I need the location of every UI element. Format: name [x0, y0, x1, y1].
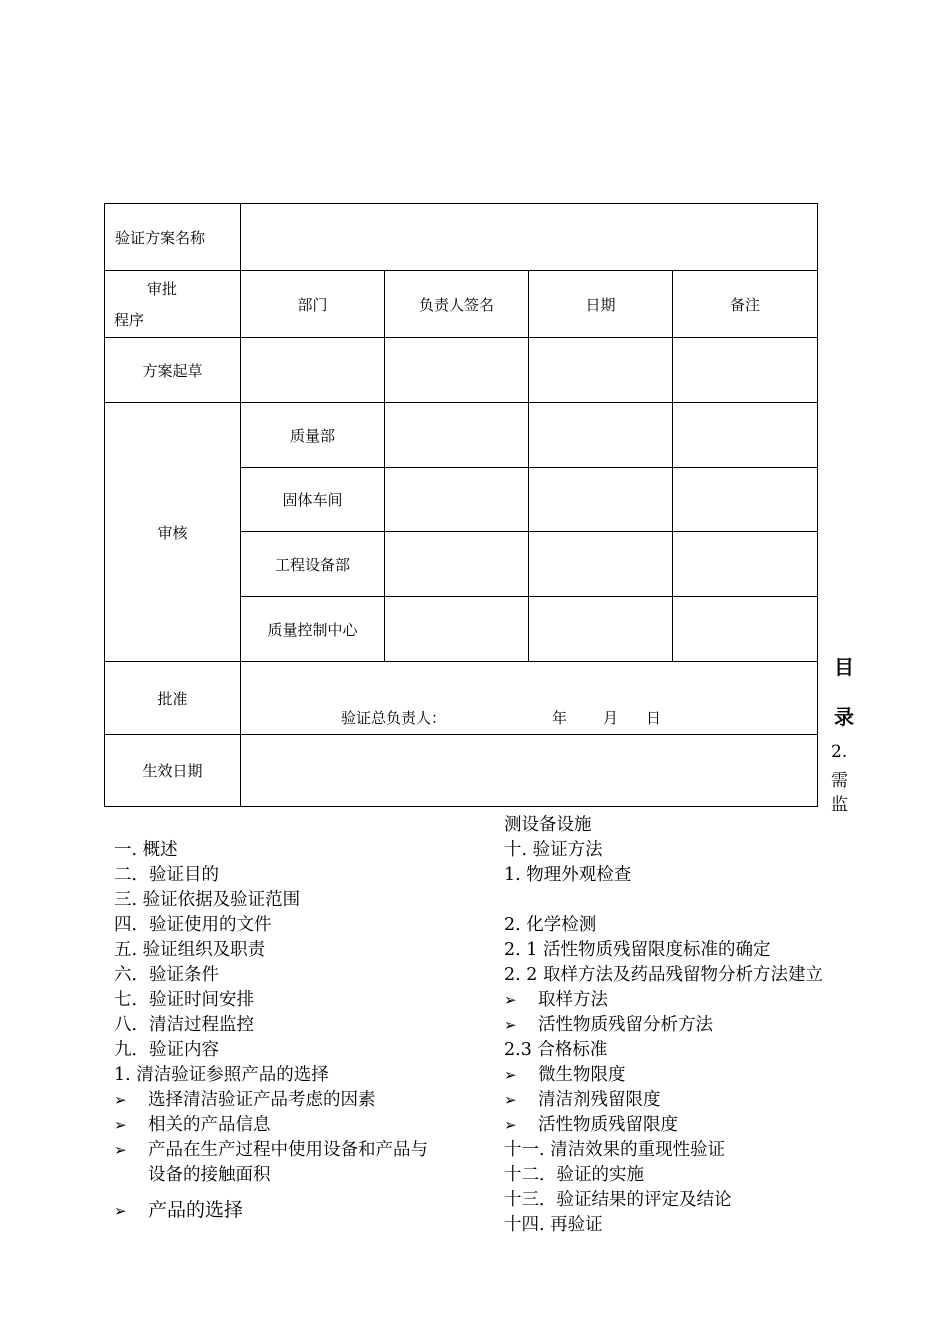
toc-item[interactable]: 八．清洁过程监控	[114, 1015, 254, 1035]
toc-item-label: 活性物质残留限度	[538, 1115, 678, 1135]
approval-label-line2: 程序	[114, 311, 145, 329]
review-label: 审核	[105, 403, 241, 662]
toc-item-label: 选择清洁验证产品考虑的因素	[148, 1090, 376, 1110]
toc-item[interactable]	[114, 1088, 428, 1113]
bullet-arrow-icon: ➢	[114, 1116, 127, 1134]
toc-right-column	[504, 813, 823, 1238]
bullet-arrow-icon: ➢	[504, 1016, 517, 1034]
toc-item-label: 产品在生产过程中使用设备和产品与	[148, 1140, 428, 1160]
plan-name-label: 验证方案名称	[105, 204, 241, 271]
header-date: 日期	[529, 271, 673, 338]
review-date[interactable]	[529, 468, 673, 532]
review-remarks[interactable]	[673, 403, 818, 468]
toc-item[interactable]	[114, 1138, 428, 1163]
bullet-arrow-icon: ➢	[504, 1116, 517, 1134]
draft-remarks[interactable]	[673, 338, 818, 403]
toc-item[interactable]: 十三．验证结果的评定及结论	[504, 1190, 732, 1210]
toc-item[interactable]	[504, 988, 823, 1013]
approve-year-label: 年	[552, 709, 568, 727]
bullet-arrow-icon: ➢	[114, 1091, 127, 1109]
draft-label: 方案起草	[105, 338, 241, 403]
draft-signature[interactable]	[385, 338, 529, 403]
approval-table	[104, 203, 818, 807]
toc-item[interactable]: 六．验证条件	[114, 965, 219, 985]
review-signature[interactable]	[385, 597, 529, 662]
toc-item[interactable]: 十. 验证方法	[504, 840, 603, 860]
toc-item-label: 产品的选择	[148, 1199, 244, 1221]
bullet-arrow-icon: ➢	[504, 1066, 517, 1084]
review-signature[interactable]	[385, 468, 529, 532]
toc-item[interactable]: 一. 概述	[114, 840, 178, 860]
toc-item[interactable]: 四．验证使用的文件	[114, 915, 272, 935]
approve-signer-label: 验证总负责人：	[341, 709, 447, 727]
header-signature: 负责人签名	[385, 271, 529, 338]
toc-item-label: 清洁剂残留限度	[538, 1090, 661, 1110]
toc-item-label: 活性物质残留分析方法	[538, 1015, 713, 1035]
bullet-arrow-icon: ➢	[504, 991, 517, 1009]
review-remarks[interactable]	[673, 468, 818, 532]
toc-item[interactable]: 九．验证内容	[114, 1040, 219, 1060]
effective-date-label: 生效日期	[105, 735, 241, 807]
toc-item[interactable]: 三. 验证依据及验证范围	[114, 890, 301, 910]
toc-item[interactable]: 2. 化学检测	[504, 915, 597, 935]
toc-item[interactable]	[504, 1088, 823, 1113]
toc-item[interactable]: 2. 1 活性物质残留限度标准的确定	[504, 940, 771, 960]
review-dept-qc-center: 质量控制中心	[241, 597, 385, 662]
toc-item-label: 相关的产品信息	[148, 1115, 271, 1135]
review-date[interactable]	[529, 597, 673, 662]
review-signature[interactable]	[385, 532, 529, 597]
toc-item-continuation[interactable]	[114, 1163, 428, 1188]
header-department: 部门	[241, 271, 385, 338]
approve-day-label: 日	[646, 709, 662, 727]
review-remarks[interactable]	[673, 532, 818, 597]
review-dept-quality: 质量部	[241, 403, 385, 468]
bullet-arrow-icon: ➢	[114, 1141, 127, 1159]
toc-item[interactable]: 五. 验证组织及职责	[114, 940, 266, 960]
toc-spacer	[504, 888, 823, 913]
toc-item[interactable]	[114, 1198, 428, 1223]
toc-item-label: 微生物限度	[538, 1065, 626, 1085]
toc-title-char-1: 目	[834, 655, 854, 679]
side-fragment-2: 需	[831, 771, 848, 791]
approve-month-label: 月	[603, 709, 619, 727]
toc-item[interactable]: 十二．验证的实施	[504, 1165, 644, 1185]
effective-date-value[interactable]	[241, 735, 818, 807]
review-signature[interactable]	[385, 403, 529, 468]
bullet-arrow-icon: ➢	[504, 1091, 517, 1109]
toc-item[interactable]	[504, 1113, 823, 1138]
approve-label: 批准	[105, 662, 241, 735]
approval-procedure-label	[105, 271, 241, 338]
plan-name-value[interactable]	[241, 204, 818, 271]
review-date[interactable]	[529, 403, 673, 468]
bullet-arrow-icon: ➢	[114, 1202, 127, 1220]
approve-cell[interactable]	[241, 662, 818, 735]
toc-item[interactable]	[504, 1013, 823, 1038]
approval-label-line1: 审批	[147, 280, 178, 298]
toc-title-char-2: 录	[834, 705, 854, 729]
toc-item[interactable]	[114, 1113, 428, 1138]
side-fragment-1: 2.	[831, 742, 848, 762]
toc-item-label: 设备的接触面积	[148, 1165, 271, 1185]
review-remarks[interactable]	[673, 597, 818, 662]
toc-left-column	[114, 838, 428, 1223]
toc-item[interactable]: 1. 物理外观检查	[504, 865, 632, 885]
toc-item[interactable]: 1. 清洁验证参照产品的选择	[114, 1065, 329, 1085]
toc-item[interactable]	[504, 1063, 823, 1088]
toc-item[interactable]: 二．验证目的	[114, 865, 219, 885]
side-fragment-3: 监	[831, 795, 848, 815]
toc-item[interactable]: 2. 2 取样方法及药品残留物分析方法建立	[504, 965, 823, 985]
toc-item[interactable]: 十一. 清洁效果的重现性验证	[504, 1140, 726, 1160]
draft-date[interactable]	[529, 338, 673, 403]
review-dept-solid-workshop: 固体车间	[241, 468, 385, 532]
review-date[interactable]	[529, 532, 673, 597]
toc-item[interactable]: 七．验证时间安排	[114, 990, 254, 1010]
header-remarks: 备注	[673, 271, 818, 338]
toc-item[interactable]: 2.3 合格标准	[504, 1040, 608, 1060]
review-dept-engineering: 工程设备部	[241, 532, 385, 597]
toc-item[interactable]: 十四. 再验证	[504, 1215, 603, 1235]
toc-item-label: 取样方法	[538, 990, 608, 1010]
toc-item[interactable]: 测设备设施	[504, 815, 592, 835]
draft-department[interactable]	[241, 338, 385, 403]
